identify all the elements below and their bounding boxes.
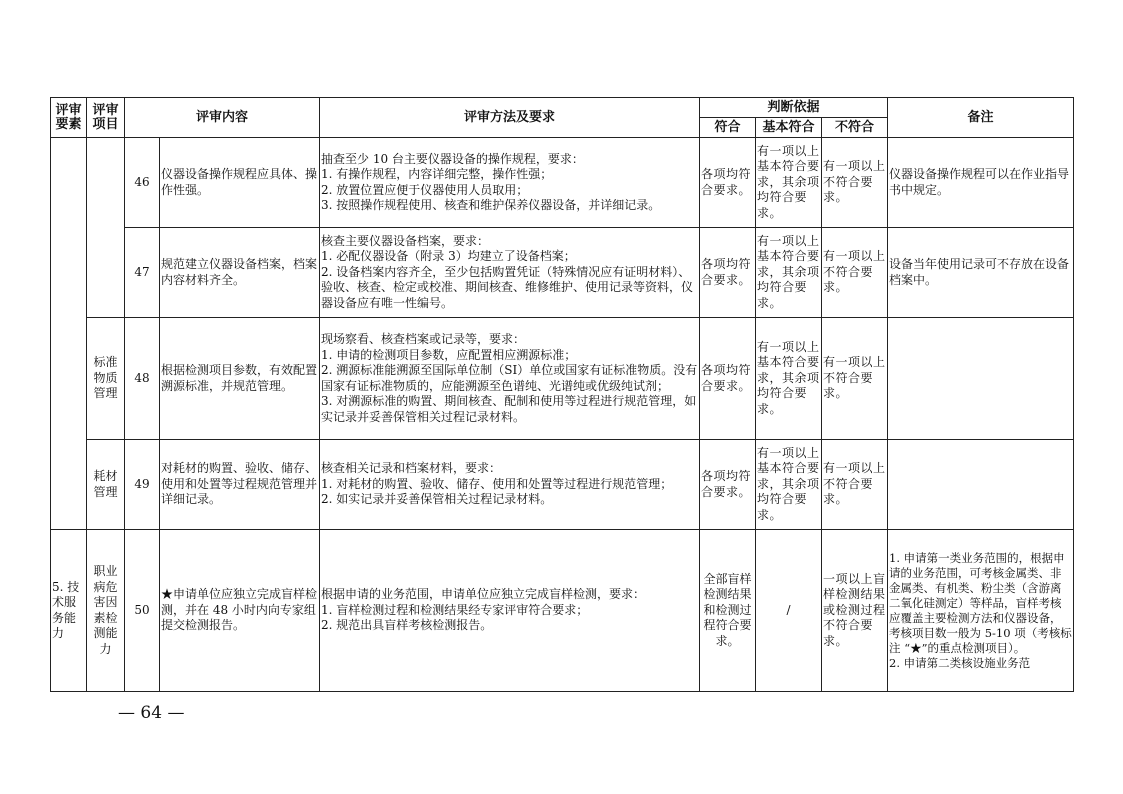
header-element: 评审 要素 (51, 98, 87, 138)
conform-criteria: 全部盲样检测结果和检测过程符合要求。 (700, 530, 756, 692)
review-content: 根据检测项目参数，有效配置溯源标准，并规范管理。 (160, 318, 320, 440)
review-item: 职业 病危 害因 素检 测能 力 (87, 530, 125, 692)
remark: 仪器设备操作规程可以在作业指导书中规定。 (888, 138, 1074, 228)
table-row (51, 228, 1074, 318)
remark: 1. 申请第一类业务范围的，根据申请的业务范围，可考核金属类、非金属类、有机类、粉尘类（含游离二氧化硅测定）等样品，盲样考核应覆盖主要检测方法和仪器设备，考核项目数一般为 5-10 项（考核标注 “★”的重点检测项目）。 2. 申请第二类核设施业务范 (888, 530, 1074, 692)
review-item: 标准 物质 管理 (87, 318, 125, 440)
header-basic-conform: 基本符合 (756, 118, 822, 138)
review-method: 现场察看、核查档案或记录等，要求： 1. 申请的检测项目参数，应配置相应溯源标准； 2. 溯源标准能溯源至国际单位制（SI）单位或国家有证标准物质。没有国家有证标准物质的，应能溯源至色谱纯、光谱纯或优级纯试剂； 3. 对溯源标准的购置、期间核查、配制和使用等过程进行规范管理，如实记录并妥善保管相关过程记录材料。 (320, 318, 700, 440)
row-number: 46 (125, 138, 160, 228)
nonconform-criteria: 一项以上盲样检测结果或检测过程不符合要求。 (822, 530, 888, 692)
review-method: 抽查至少 10 台主要仪器设备的操作规程，要求： 1. 有操作规程，内容详细完整，操作性强； 2. 放置位置应便于仪器使用人员取用； 3. 按照操作规程使用、核查和维护保养仪器设备，并详细记录。 (320, 138, 700, 228)
review-method: 核查主要仪器设备档案，要求： 1. 必配仪器设备（附录 3）均建立了设备档案； 2. 设备档案内容齐全，至少包括购置凭证（特殊情况应有证明材料）、验收、核查、检定或校准、期间核查、维修维护、使用记录等资料，仪器设备应有唯一性编号。 (320, 228, 700, 318)
row-number: 47 (125, 228, 160, 318)
header-nonconform: 不符合 (822, 118, 888, 138)
nonconform-criteria: 有一项以上不符合要求。 (822, 138, 888, 228)
header-content: 评审内容 (125, 98, 320, 138)
basic-conform-criteria: 有一项以上基本符合要求，其余项均符合要求。 (756, 138, 822, 228)
basic-conform-criteria: 有一项以上基本符合要求，其余项均符合要求。 (756, 318, 822, 440)
row-number: 48 (125, 318, 160, 440)
row-number: 50 (125, 530, 160, 692)
nonconform-criteria: 有一项以上不符合要求。 (822, 440, 888, 530)
item-cell-empty (87, 138, 125, 318)
review-content: 仪器设备操作规程应具体、操作性强。 (160, 138, 320, 228)
review-content: 规范建立仪器设备档案，档案内容材料齐全。 (160, 228, 320, 318)
header-basis: 判断依据 (700, 98, 888, 118)
remark (888, 440, 1074, 530)
table-row (51, 440, 1074, 530)
review-item: 耗材 管理 (87, 440, 125, 530)
remark: 设备当年使用记录可不存放在设备档案中。 (888, 228, 1074, 318)
review-element: 5. 技 术服 务能 力 (51, 530, 87, 692)
remark (888, 318, 1074, 440)
element-cell-empty (51, 138, 87, 530)
conform-criteria: 各项均符合要求。 (700, 138, 756, 228)
row-number: 49 (125, 440, 160, 530)
header-remark: 备注 (888, 98, 1074, 138)
review-method: 核查相关记录和档案材料，要求： 1. 对耗材的购置、验收、储存、使用和处置等过程进行规范管理； 2. 如实记录并妥善保管相关过程记录材料。 (320, 440, 700, 530)
review-method: 根据申请的业务范围，申请单位应独立完成盲样检测，要求： 1. 盲样检测过程和检测结果经专家评审符合要求； 2. 规范出具盲样考核检测报告。 (320, 530, 700, 692)
review-content: 对耗材的购置、验收、储存、使用和处置等过程规范管理并详细记录。 (160, 440, 320, 530)
header-method: 评审方法及要求 (320, 98, 700, 138)
table-row (51, 138, 1074, 228)
header-item: 评审 项目 (87, 98, 125, 138)
review-content: ★申请单位应独立完成盲样检测，并在 48 小时内向专家组提交检测报告。 (160, 530, 320, 692)
table-row (51, 318, 1074, 440)
conform-criteria: 各项均符合要求。 (700, 318, 756, 440)
page-number: — 64 — (118, 703, 185, 723)
conform-criteria: 各项均符合要求。 (700, 228, 756, 318)
basic-conform-criteria: / (756, 530, 822, 692)
basic-conform-criteria: 有一项以上基本符合要求，其余项均符合要求。 (756, 440, 822, 530)
conform-criteria: 各项均符合要求。 (700, 440, 756, 530)
basic-conform-criteria: 有一项以上基本符合要求，其余项均符合要求。 (756, 228, 822, 318)
review-table (50, 97, 1074, 692)
nonconform-criteria: 有一项以上不符合要求。 (822, 228, 888, 318)
nonconform-criteria: 有一项以上不符合要求。 (822, 318, 888, 440)
header-conform: 符合 (700, 118, 756, 138)
table-row (51, 530, 1074, 692)
